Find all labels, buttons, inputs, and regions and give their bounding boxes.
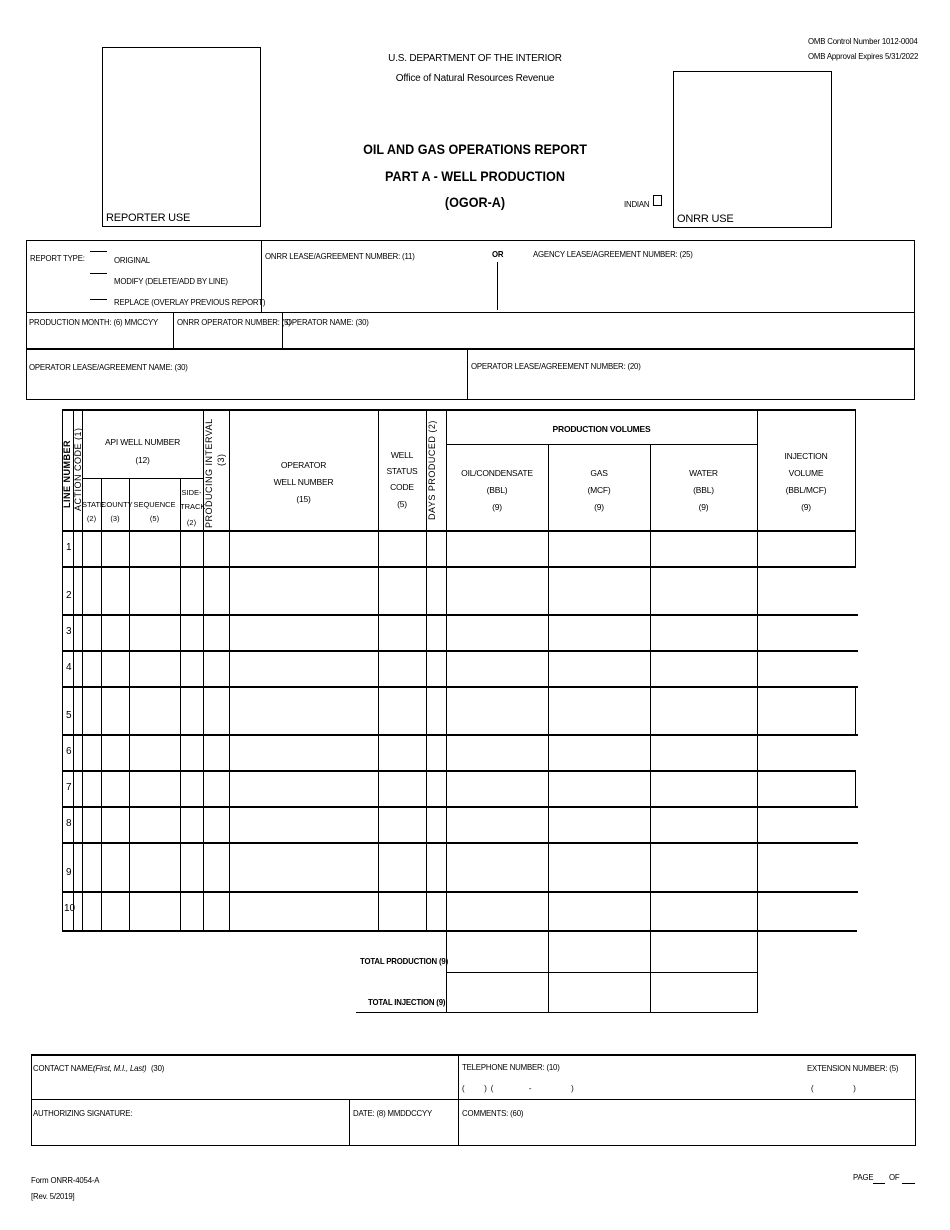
col-sidetrack: SIDE- [181,488,202,497]
comments-label: COMMENTS: (60) [462,1108,524,1118]
row-number-5: 5 [66,710,72,721]
col-sidetrack-len: (2) [186,518,197,527]
col-well-status: WELL [390,450,414,460]
modify-blank[interactable] [90,273,107,274]
total-production-gas[interactable] [549,932,650,972]
telephone-input[interactable]: ( ) ( - ) [462,1083,574,1093]
row-number-9: 9 [66,867,72,878]
total-injection-label: TOTAL INJECTION (9) [368,997,446,1007]
col-sidetrack-2: TRACK [180,502,206,511]
signature-input[interactable] [33,1120,345,1144]
row-number-1: 1 [66,542,72,553]
col-well-status-2: STATUS [386,466,418,476]
report-type-original: ORIGINAL [114,255,150,265]
row-number-8: 8 [66,818,72,829]
col-well-status-3: CODE [390,482,414,492]
office-name: Office of Natural Resources Revenue [395,73,555,84]
col-line-number: LINE NUMBER [62,440,72,508]
col-api-len: (12) [135,455,150,465]
report-type-modify: MODIFY (DELETE/ADD BY LINE) [114,276,228,286]
col-water: WATER [689,468,718,478]
form-subtitle: PART A - WELL PRODUCTION [385,168,565,184]
onrr-use-label: ONRR USE [677,213,734,225]
row-number-2: 2 [66,590,72,601]
date-label: DATE: (8) MMDDCCYY [353,1108,433,1118]
original-blank[interactable] [90,251,107,252]
onrr-lease-input[interactable] [265,265,490,307]
col-days-produced: DAYS PRODUCED (2) [427,420,437,520]
col-water-unit: (BBL) [693,485,714,495]
col-injection-2: VOLUME [788,468,824,478]
col-injection-len: (9) [801,502,811,512]
col-operator-well: OPERATOR [280,460,327,470]
row-number-7: 7 [66,782,72,793]
report-type-label: REPORT TYPE: [30,253,85,263]
col-action-code: ACTION CODE (1) [73,427,83,511]
col-producing-interval: PRODUCING INTERVAL [204,418,214,528]
reporter-use-label: REPORTER USE [106,212,191,224]
date-input[interactable] [352,1120,456,1144]
col-oil-len: (9) [492,502,502,512]
form-code: (OGOR-A) [444,194,506,210]
omb-approval-expiry: OMB Approval Expires 5/31/2022 [808,51,919,61]
col-gas-len: (9) [594,502,604,512]
omb-control-number: OMB Control Number 1012-0004 [808,36,918,46]
extension-input[interactable]: ( ) [811,1083,856,1093]
col-api-well-number: API WELL NUMBER [104,437,181,447]
row-number-10: 10 [64,903,76,914]
col-county: COUNTY [101,500,133,509]
col-oil: OIL/CONDENSATE [461,468,533,478]
page-total-blank[interactable] [902,1183,915,1184]
operator-lease-name-label: OPERATOR LEASE/AGREEMENT NAME: (30) [29,362,188,372]
col-sequence: SEQUENCE [133,500,176,509]
col-state-len: (2) [86,514,97,523]
telephone-label: TELEPHONE NUMBER: (10) [462,1062,560,1072]
onrr-lease-label: ONRR LEASE/AGREEMENT NUMBER: (11) [265,251,415,261]
contact-name-label: CONTACT NAME: [33,1063,95,1073]
form-revision: [Rev. 5/2019] [31,1191,75,1201]
row-number-4: 4 [66,662,72,673]
page-label: PAGE [853,1172,874,1182]
operator-name-label: OPERATOR NAME: (30) [286,317,369,327]
indian-checkbox[interactable] [653,195,662,206]
col-gas-unit: (MCF) [587,485,611,495]
contact-name-hint: (First, M.I., Last) [93,1063,147,1073]
reporter-use-box[interactable] [102,47,261,227]
contact-name-len: (30) [151,1063,165,1073]
total-production-label: TOTAL PRODUCTION (9) [360,956,448,966]
col-operator-well-len: (15) [296,494,311,504]
col-state: STATE [82,500,106,509]
col-producing-interval-len: (3) [216,453,226,467]
report-info-section [26,240,915,400]
onrr-use-box [673,71,832,228]
col-gas: GAS [590,468,608,478]
comments-input[interactable] [462,1120,912,1144]
extension-label: EXTENSION NUMBER: (5) [807,1063,899,1073]
col-production-volumes: PRODUCTION VOLUMES [552,424,651,434]
total-production-water[interactable] [651,932,757,972]
col-operator-well-2: WELL NUMBER [273,477,334,487]
col-well-status-len: (5) [397,499,407,509]
col-sequence-len: (5) [149,514,160,523]
page-number-blank[interactable] [873,1183,885,1184]
onrr-operator-number-label: ONRR OPERATOR NUMBER: (5) [177,317,291,327]
form-title: OIL AND GAS OPERATIONS REPORT [363,141,587,157]
col-oil-unit: (BBL) [486,485,508,495]
col-injection: INJECTION [784,451,828,461]
operator-lease-number-label: OPERATOR LEASE/AGREEMENT NUMBER: (20) [471,361,641,371]
indian-label: INDIAN [624,199,650,209]
agency-lease-label: AGENCY LEASE/AGREEMENT NUMBER: (25) [533,249,693,259]
form-number: Form ONRR-4054-A [31,1175,100,1185]
total-injection-gas[interactable] [549,973,650,1012]
or-label: OR [492,249,504,259]
agency-lease-input[interactable] [505,265,905,307]
department-name: U.S. DEPARTMENT OF THE INTERIOR [388,53,562,64]
report-type-replace: REPLACE (OVERLAY PREVIOUS REPORT) [114,297,266,307]
total-production-oil[interactable] [447,932,548,972]
total-injection-oil[interactable] [447,973,548,1012]
total-injection-water[interactable] [651,973,757,1012]
contact-name-input[interactable] [33,1075,453,1097]
row-number-6: 6 [66,746,72,757]
replace-blank[interactable] [90,299,107,300]
authorizing-signature-label: AUTHORIZING SIGNATURE: [33,1108,133,1118]
row-number-3: 3 [66,626,72,637]
of-label: OF [889,1172,900,1182]
col-injection-unit: (BBL/MCF) [785,485,827,495]
production-month-label: PRODUCTION MONTH: (6) MMCCYY [29,317,159,327]
col-county-len: (3) [110,514,120,523]
col-water-len: (9) [698,502,709,512]
